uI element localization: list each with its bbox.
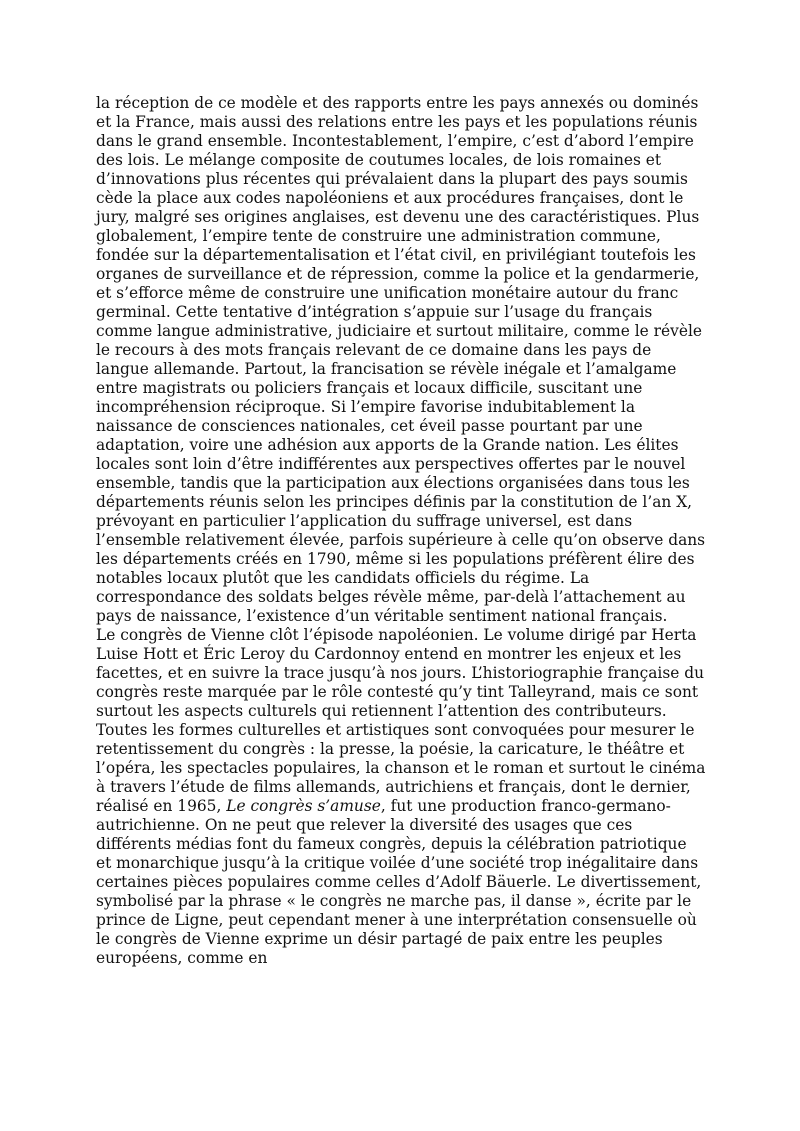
paragraph-text: Le congrès de Vienne clôt l’épisode napoléonien. Le volume dirigé par Herta Luise Hott et Éric Leroy du Cardonnoy entend en montrer les enjeux et les facettes, et en suivre la trace jusqu’à nos jours. L’historiographie française du congrès reste marquée par le rôle contesté qu’y tint Talleyrand, mais ce sont surtout les aspects culturels qui retiennent l’attention des contributeurs. Toutes les formes culturelles et artistiques sont convoquées pour mesurer le retentissement du congrès : la presse, la poésie, la caricature, le théâtre et l’opéra, les spectacles populaires, la chanson et le roman et surtout le cinéma à travers l’étude de films allemands, autrichiens et français, dont le dernier, réalisé en 1965, (96, 626, 706, 815)
document-page (96, 94, 706, 968)
paragraph-empire (96, 94, 706, 626)
paragraph-text: , fut une production franco-germano-autrichienne. On ne peut que relever la diversité des usages que ces différents médias font du fameux congrès, depuis la célébration patriotique et monarchique jusqu’à la critique voilée d’une société trop inégalitaire dans certaines pièces populaires comme celles d’Adolf Bäuerle. Le divertissement, symbolisé par la phrase « le congrès ne marche pas, il danse », écrite par le prince de Ligne, peut cependant mener à une interprétation consensuelle où le congrès de Vienne exprime un désir partagé de paix entre les peuples européens, comme en (96, 797, 702, 967)
film-title: Le congrès s’amuse (226, 797, 381, 815)
paragraph-congress-vienna (96, 626, 706, 968)
paragraph-text: la réception de ce modèle et des rapports entre les pays annexés ou dominés et la France, mais aussi des relations entre les pays et les populations réunis dans le grand ensemble. Incontestablement, l’empire, c’est d’abord l’empire des lois. Le mélange composite de coutumes locales, de lois romaines et d’innovations plus récentes qui prévalaient dans la plupart des pays soumis cède la place aux codes napoléoniens et aux procédures françaises, dont le jury, malgré ses origines anglaises, est devenu une des caractéristiques. Plus globalement, l’empire tente de construire une administration commune, fondée sur la départementalisation et l’état civil, en privilégiant toutefois les organes de surveillance et de répression, comme la police et la gendarmerie, et s’efforce même de construire une unification monétaire autour du franc germinal. Cette tentative d’intégration s’appuie sur l’usage du français comme langue administrative, judiciaire et surtout militaire, comme le révèle le recours à des mots français relevant de ce domaine dans les pays de langue allemande. Partout, la francisation se révèle inégale et l’amalgame entre magistrats ou policiers français et locaux difficile, suscitant une incompréhension réciproque. Si l’empire favorise indubitablement la naissance de consciences nationales, cet éveil passe pourtant par une adaptation, voire une adhésion aux apports de la Grande nation. Les élites locales sont loin d’être indifférentes aux perspectives offertes par le nouvel ensemble, tandis que la participation aux élections organisées dans tous les départements réunis selon les principes définis par la constitution de l’an X, prévoyant en particulier l’application du suffrage universel, est dans l’ensemble relativement élevée, parfois supérieure à celle qu’on observe dans les départements créés en 1790, même si les populations préfèrent élire des notables locaux plutôt que les candidats officiels du régime. La correspondance des soldats belges révèle même, par-delà l’attachement au pays de naissance, l’existence d’un véritable sentiment national français. (96, 94, 706, 625)
